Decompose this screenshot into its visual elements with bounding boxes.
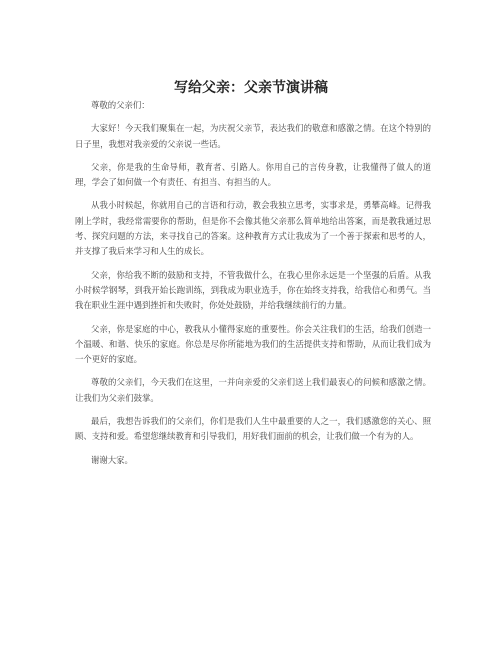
document-body bbox=[75, 98, 431, 468]
paragraph-support: 父亲，你给我不断的鼓励和支持，不管我做什么，在我心里你永远是一个坚强的后盾。从我小时候学钢琴，到我开始长跑训练，到我成为职业选手，你在始终支持我，给我信心和勇气。当我在职业生涯中遇到挫折和失败时，你处处鼓励，并给我继续前行的力量。 bbox=[75, 269, 431, 311]
closing-thanks: 谢谢大家。 bbox=[91, 454, 133, 465]
document-title: 写给父亲：父亲节演讲稿 bbox=[174, 80, 328, 96]
paragraph-family: 父亲，你是家庭的中心，教我从小懂得家庭的重要性。你会关注我们的生活，给我们创造一个温暖、和谐、快乐的家庭。你总是尽你所能地为我们的生活提供支持和帮助，从而让我们成为一个更好的家庭。 bbox=[75, 323, 431, 365]
paragraph-childhood: 从我小时候起，你就用自己的言语和行动，教会我独立思考，实事求是，勇攀高峰。记得我刚上学时，我经常需要你的帮助，但是你不会像其他父亲那么简单地给出答案，而是教我通过思考、探究问题的方法，来寻找自己的答案。这种教育方式让我成为了一个善于探索和思考的人，并支撑了我后来学习和人生的成长。 bbox=[75, 200, 431, 257]
salutation: 尊敬的父亲们： bbox=[91, 100, 150, 110]
paragraph-greeting: 大家好！今天我们聚集在一起，为庆祝父亲节，表达我们的敬意和感激之情。在这个特别的日子里，我想对我亲爱的父亲说一些话。 bbox=[75, 123, 431, 149]
paragraph-tribute: 尊敬的父亲们，今天我们在这里，一并向亲爱的父亲们送上我们最衷心的问候和感激之情。让我们为父亲们鼓掌。 bbox=[75, 377, 431, 403]
paragraph-mentor: 父亲，你是我的生命导师，教育者、引路人。你用自己的言传身教，让我懂得了做人的道理，学会了如何做一个有责任、有担当、有担当的人。 bbox=[75, 161, 431, 188]
paragraph-final: 最后，我想告诉我们的父亲们，你们是我们人生中最重要的人之一，我们感激您的关心、照顾、支持和爱。希望您继续教育和引导我们，用好我们面前的机会，让我们做一个有为的人。 bbox=[75, 416, 431, 442]
